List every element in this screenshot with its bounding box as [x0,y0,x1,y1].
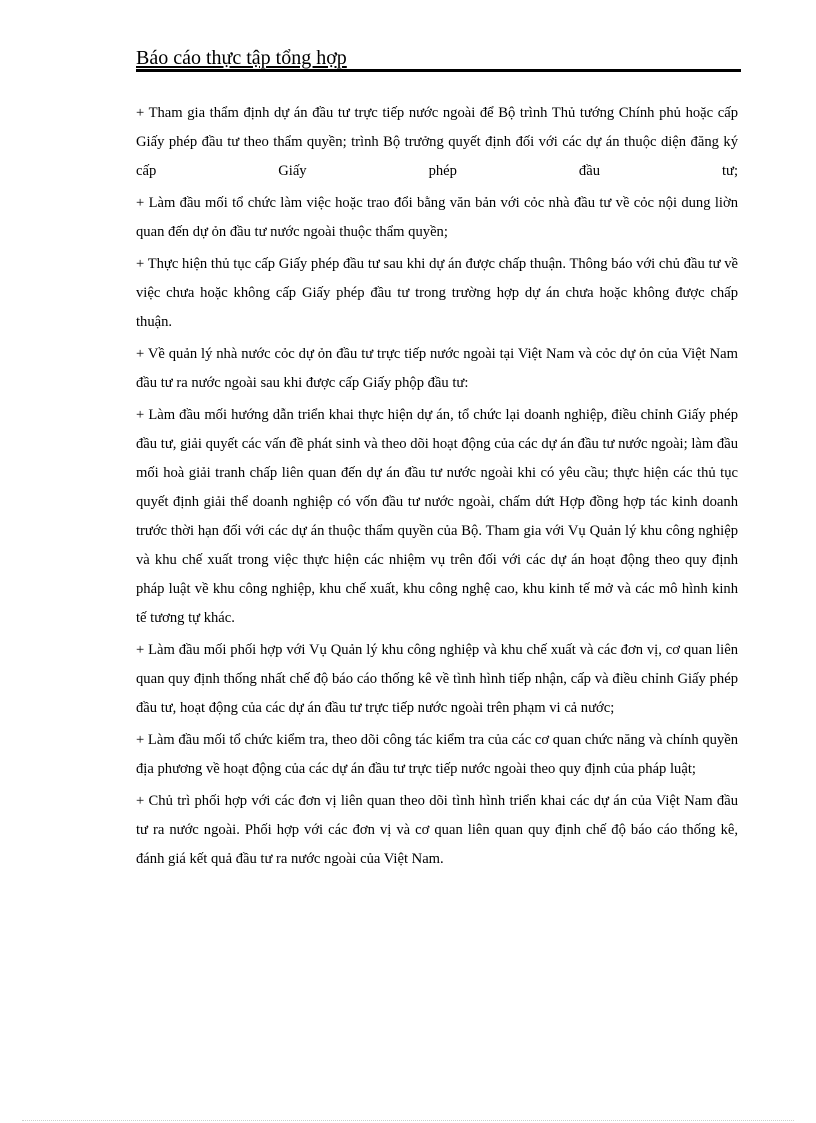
document-body [136,99,738,877]
paragraph-1: + Tham gia thẩm định dự án đầu tư trực tiếp nước ngoài để Bộ trình Thủ tướng Chính phủ hoặc cấp Giấy phép đầu tư theo thẩm quyền; trình Bộ trưởng quyết định đối với các dự án thuộc diện đăng ký cấp Giấy phép đầu tư; [136,105,738,179]
page-bottom-divider [22,1120,794,1121]
paragraph-4: + Về quản lý nhà nước cỏc dự ỏn đầu tư trực tiếp nước ngoài tại Việt Nam và cỏc dự ỏn của Việt Nam đầu tư ra nước ngoài sau khi được cấp Giấy phộp đầu tư: [136,346,738,391]
paragraph-2: + Làm đầu mối tổ chức làm việc hoặc trao đổi bằng văn bản với cỏc nhà đầu tư về cỏc nội dung liờn quan đến dự ỏn đầu tư nước ngoài thuộc thẩm quyền; [136,195,738,240]
paragraph-3: + Thực hiện thủ tục cấp Giấy phép đầu tư sau khi dự án được chấp thuận. Thông báo với chủ đầu tư về việc chưa hoặc không cấp Giấy phép đầu tư trong trường hợp dự án chưa hoặc không được chấp thuận. [136,256,738,330]
paragraph-5: + Làm đầu mối hướng dẫn triển khai thực hiện dự án, tổ chức lại doanh nghiệp, điều chỉnh Giấy phép đầu tư, giải quyết các vấn đề phát sinh và theo dõi hoạt động của các dự án đầu tư nước ngoài; làm đầu mối hoà giải tranh chấp liên quan đến dự án đầu tư nước ngoài khi có yêu cầu; thực hiện các thủ tục quyết định giải thể doanh nghiệp có vốn đầu tư nước ngoài, chấm dứt Hợp đồng hợp tác kinh doanh trước thời hạn đối với các dự án thuộc thẩm quyền của Bộ. Tham gia với Vụ Quản lý khu công nghiệp và khu chế xuất trong việc thực hiện các nhiệm vụ trên đối với các dự án hoạt động theo quy định pháp luật về khu công nghiệp, khu chế xuất, khu công nghệ cao, khu kinh tế mở và các mô hình kinh tế tương tự khác. [136,407,738,626]
header-title: Báo cáo thực tập tổng hợp [136,47,347,69]
paragraph-6: + Làm đầu mối phối hợp với Vụ Quản lý khu công nghiệp và khu chế xuất và các đơn vị, cơ quan liên quan quy định thống nhất chế độ báo cáo thống kê về tình hình tiếp nhận, cấp và điều chỉnh Giấy phép đầu tư, hoạt động của các dự án đầu tư trực tiếp nước ngoài trên phạm vi cả nước; [136,642,738,716]
paragraph-8: + Chủ trì phối hợp với các đơn vị liên quan theo dõi tình hình triển khai các dự án của Việt Nam đầu tư ra nước ngoài. Phối hợp với các đơn vị và cơ quan liên quan quy định chế độ báo cáo thống kê, đánh giá kết quả đầu tư ra nước ngoài của Việt Nam. [136,793,738,867]
paragraph-7: + Làm đầu mối tổ chức kiểm tra, theo dõi công tác kiểm tra của các cơ quan chức năng và chính quyền địa phương về hoạt động của các dự án đầu tư trực tiếp nước ngoài theo quy định của pháp luật; [136,732,738,777]
page-header [136,46,741,72]
